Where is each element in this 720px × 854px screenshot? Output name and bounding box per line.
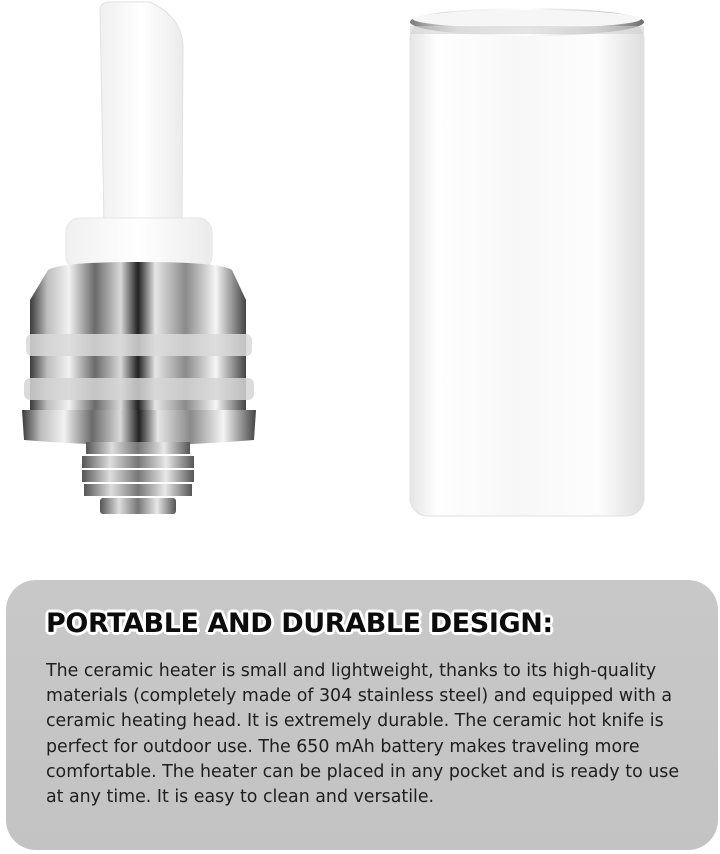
card-description: The ceramic heater is small and lightweight, thanks to its high-quality materials (completely made of 304 stainless steel) and equipped with a ceramic heating head. It is extremely durable. The ceramic hot knife is perfect for outdoor use. The 650 mAh battery makes traveling more comfortable. The heater can be placed in any pocket and is ready to use at any time. It is easy to clean and versatile.	[46, 661, 680, 808]
info-card	[6, 580, 718, 850]
ceramic-heater-head	[22, 2, 256, 514]
card-title: PORTABLE AND DURABLE DESIGN:	[46, 608, 553, 639]
protective-cap	[410, 8, 644, 516]
